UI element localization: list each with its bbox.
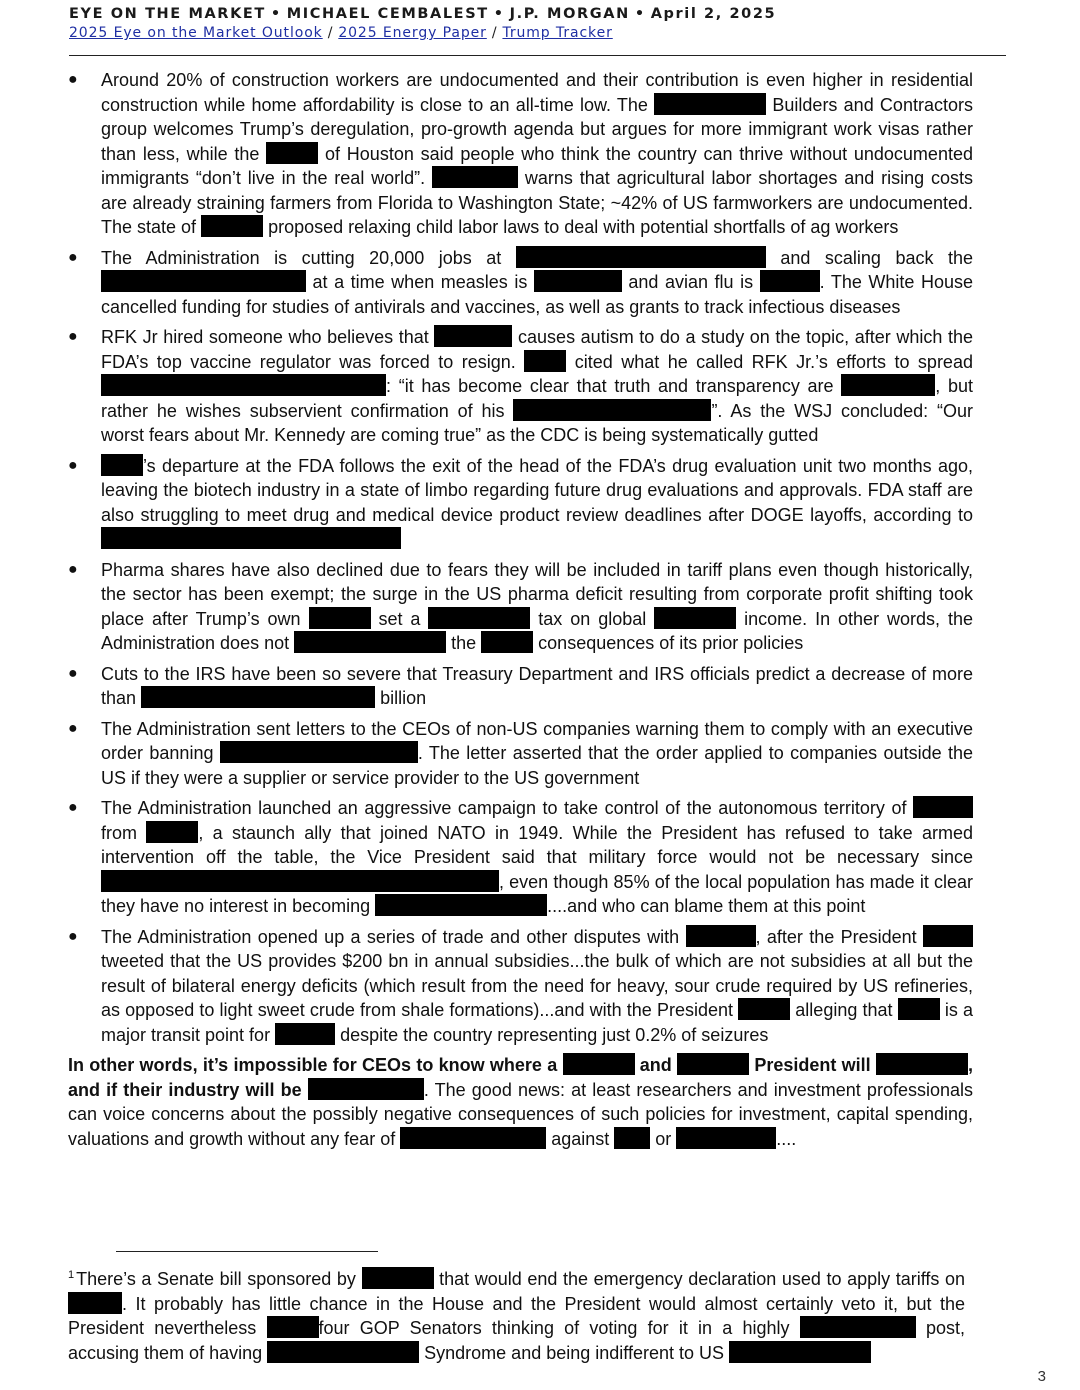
bullet-item-irs: [68, 662, 973, 711]
bullet-text: The Administration is cutting 20,000 jobs at: [101, 247, 516, 268]
redaction: [800, 1316, 916, 1338]
redaction: [686, 925, 756, 947]
redaction: [654, 93, 766, 115]
bullet-text: , even though 85% of the local population has made it clear they have no interest in becoming: [101, 871, 973, 916]
link-separator: /: [491, 25, 498, 41]
bullet-item-rfk: [68, 325, 973, 448]
closing-bold-text: and: [639, 1055, 678, 1075]
main-content: [68, 68, 973, 1169]
bullet-text: alleging that: [795, 1000, 898, 1020]
redaction: [738, 998, 790, 1020]
author-name: MICHAEL CEMBALEST: [286, 6, 489, 22]
redaction: [513, 399, 711, 421]
bullet-dot: ●: [68, 664, 78, 682]
bullet-text: cited what he called RFK Jr.’s efforts to spread: [574, 351, 973, 372]
header-rule: [69, 55, 1006, 56]
bullet-item-pharma: [68, 558, 973, 656]
redaction: [876, 1053, 968, 1075]
firm-name: J.P. MORGAN: [509, 6, 630, 22]
outlook-link[interactable]: 2025 Eye on the Market Outlook: [69, 25, 323, 41]
bullet-text: Pharma shares have also declined due to fears they will be included in tariff plans even though historically, the sector has been exempt; the surge in the US pharma deficit resulting from corporate profit shifting took place after Trump’s own: [101, 559, 973, 629]
redaction: [481, 631, 533, 653]
bullet-dot: ●: [68, 560, 78, 578]
footnote-text: Syndrome and being indifferent to US: [424, 1342, 729, 1363]
redaction: [68, 1292, 122, 1314]
bullet-dot: ●: [68, 456, 78, 474]
bullet-text: . The letter asserted that the order applied to companies outside the US if they were a supplier or service provider to the US government: [101, 743, 973, 788]
separator-dot: •: [634, 6, 646, 22]
redaction: [101, 454, 143, 476]
redaction: [309, 607, 371, 629]
bullet-text: billion: [380, 688, 427, 708]
link-separator: /: [327, 25, 334, 41]
bullet-text: proposed relaxing child labor laws to deal with potential shortfalls of ag workers: [268, 217, 899, 237]
bullet-text: of Houston said people who think the country can thrive without undocumented immigrants “don’t live in the real world”.: [101, 143, 973, 188]
redaction: [267, 1341, 419, 1363]
bullet-text: income. In other words, the Administration does not: [101, 608, 973, 653]
bullet-item-territory: [68, 796, 973, 919]
redaction: [432, 166, 518, 188]
bullet-text: from: [101, 822, 147, 843]
closing-text: or: [650, 1128, 677, 1149]
page-header: [69, 6, 1006, 41]
redaction: [676, 1127, 776, 1149]
redaction: [677, 1053, 749, 1075]
bullet-item-jobs-cut: [68, 246, 973, 320]
bullet-text: at a time when measles is: [312, 272, 534, 292]
redaction: [101, 870, 499, 892]
bullet-text: the: [451, 633, 482, 653]
bullet-dot: ●: [68, 927, 78, 945]
bullet-dot: ●: [68, 719, 78, 737]
bullet-text: tax on global: [538, 608, 655, 629]
bullet-text: warns that agricultural labor shortages and rising costs are already straining farmers from Florida to Washington State; ~42% of US farmworkers are undocumented. The state of: [101, 168, 973, 237]
separator-dot: •: [270, 6, 282, 22]
redaction: [534, 270, 622, 292]
bullet-item-construction: [68, 68, 973, 240]
bullet-text: despite the country representing just 0.2% of seizures: [340, 1024, 769, 1045]
bullet-list: [68, 68, 973, 1047]
footnote-text: There’s a Senate bill sponsored by: [76, 1269, 362, 1289]
header-title-line: [69, 6, 1006, 22]
redaction: [524, 350, 566, 372]
redaction: [400, 1127, 546, 1149]
bullet-text: , a staunch ally that joined NATO in 1949. While the President has refused to take armed intervention off the table, the Vice President said that military force would not be necessary since: [101, 822, 973, 867]
redaction: [614, 1127, 650, 1149]
footnote-marker: 1: [68, 1269, 75, 1281]
footnote-text: post, accusing them of having: [68, 1318, 965, 1363]
redaction: [428, 607, 530, 629]
separator-dot: •: [493, 6, 505, 22]
redaction: [141, 686, 375, 708]
bullet-text: The Administration opened up a series of trade and other disputes with: [101, 926, 686, 947]
redaction: [729, 1341, 871, 1363]
closing-text: ....: [776, 1128, 797, 1149]
bullet-text: The Administration sent letters to the CEOs of non-US companies warning them to comply with an executive order banning: [101, 718, 973, 763]
closing-bold-text: In other words, it’s impossible for CEOs to know where a: [68, 1055, 563, 1075]
redaction: [516, 246, 766, 268]
redaction: [898, 998, 940, 1020]
bullet-text: and scaling back the: [780, 247, 973, 268]
bullet-dot: ●: [68, 71, 78, 88]
footnote-text: four GOP Senators thinking of voting for it in a highly: [318, 1318, 800, 1338]
footnote-text: . It probably has little chance in the House and the President would almost certainly veto it, but the President nevertheless: [68, 1293, 965, 1338]
redaction: [146, 821, 198, 843]
header-links: [69, 25, 1006, 41]
redaction: [375, 894, 547, 916]
closing-bold-text: President will: [754, 1055, 876, 1075]
page-number: 3: [1037, 1368, 1046, 1385]
redaction: [841, 374, 935, 396]
redaction: [913, 796, 973, 818]
bullet-text: , but rather he wishes subservient confirmation of his: [101, 376, 973, 421]
redaction: [267, 1316, 319, 1338]
bullet-text: Around 20% of construction workers are undocumented and their contribution is even higher in residential construction while home affordability is close to an all-time low. The: [101, 70, 973, 115]
closing-text: . The good news: at least researchers and investment professionals can voice concerns about the possibly negative consequences of such policies for investment, capital spending, valuations and growth without any fear of: [68, 1079, 973, 1149]
bullet-dot: ●: [68, 799, 78, 816]
footnote-text: that would end the emergency declaration used to apply tariffs on: [439, 1269, 965, 1289]
energy-paper-link[interactable]: 2025 Energy Paper: [338, 25, 487, 41]
redaction: [220, 741, 418, 763]
redaction: [101, 374, 386, 396]
redaction: [563, 1053, 635, 1075]
redaction: [275, 1023, 335, 1045]
bullet-text: consequences of its prior policies: [538, 633, 804, 653]
bullet-text: The Administration launched an aggressive campaign to take control of the autonomous territory of: [101, 798, 913, 818]
bullet-text: ”. As the WSJ concluded: “Our worst fears about Mr. Kennedy are coming true” as the CDC is being systematically gutted: [101, 400, 973, 445]
bullet-text: tweeted that the US provides $200 bn in annual subsidies...the bulk of which are not subsidies at all but the result of bilateral energy deficits (which result from the need for heavy, sour crude required by US refineries, as opposed to light sweet crude from shale formations)...and with the President: [101, 951, 973, 1020]
footnote: [68, 1263, 965, 1365]
bullet-text: . The White House cancelled funding for studies of antivirals and vaccines, as well as grants to track infectious diseases: [101, 272, 973, 317]
redaction: [294, 631, 446, 653]
bullet-dot: ●: [68, 248, 78, 266]
closing-bold-text: , and if their industry will be: [68, 1055, 973, 1100]
redaction: [434, 325, 512, 347]
bullet-text: Cuts to the IRS have been so severe that Treasury Department and IRS officials predict a decrease of more than: [101, 663, 973, 708]
bullet-item-ceo-letters: [68, 717, 973, 791]
redaction: [266, 142, 318, 164]
bullet-text: Builders and Contractors group welcomes Trump’s deregulation, pro-growth agenda but argues for more immigrant work visas rather than less, while the: [101, 94, 973, 164]
closing-text: against: [551, 1128, 615, 1149]
redaction: [101, 527, 401, 549]
bullet-text: RFK Jr hired someone who believes that: [101, 327, 435, 347]
bullet-text: is a major transit point for: [101, 1000, 973, 1045]
bullet-item-fda: [68, 454, 973, 552]
redaction: [201, 215, 263, 237]
redaction: [760, 270, 820, 292]
redaction: [362, 1267, 434, 1289]
bullet-text: causes autism to do a study on the topic, after which the FDA’s top vaccine regulator was forced to resign.: [101, 327, 973, 372]
bullet-text: and avian flu is: [628, 272, 760, 292]
redaction: [308, 1078, 424, 1100]
redaction: [923, 925, 973, 947]
redaction: [101, 270, 306, 292]
bullet-text: : “it has become clear that truth and transparency are: [386, 376, 842, 396]
bullet-item-trade-disputes: [68, 925, 973, 1048]
footnote-rule: [116, 1251, 378, 1252]
publication-date: April 2, 2025: [650, 6, 777, 22]
bullet-text: ....and who can blame them at this point: [547, 896, 866, 916]
bullet-text: ’s departure at the FDA follows the exit of the head of the FDA’s drug evaluation unit two months ago, leaving the biotech industry in a state of limbo regarding future drug evaluations and approvals. FDA staff are also struggling to meet drug and medical device product review deadlines after DOGE layoffs, according to: [101, 455, 973, 525]
bullet-dot: ●: [68, 328, 78, 345]
trump-tracker-link[interactable]: Trump Tracker: [502, 25, 613, 41]
closing-paragraph: [68, 1053, 973, 1151]
series-name: EYE ON THE MARKET: [69, 6, 266, 22]
redaction: [654, 607, 736, 629]
bullet-text: set a: [378, 608, 429, 629]
bullet-text: , after the President: [755, 926, 923, 947]
